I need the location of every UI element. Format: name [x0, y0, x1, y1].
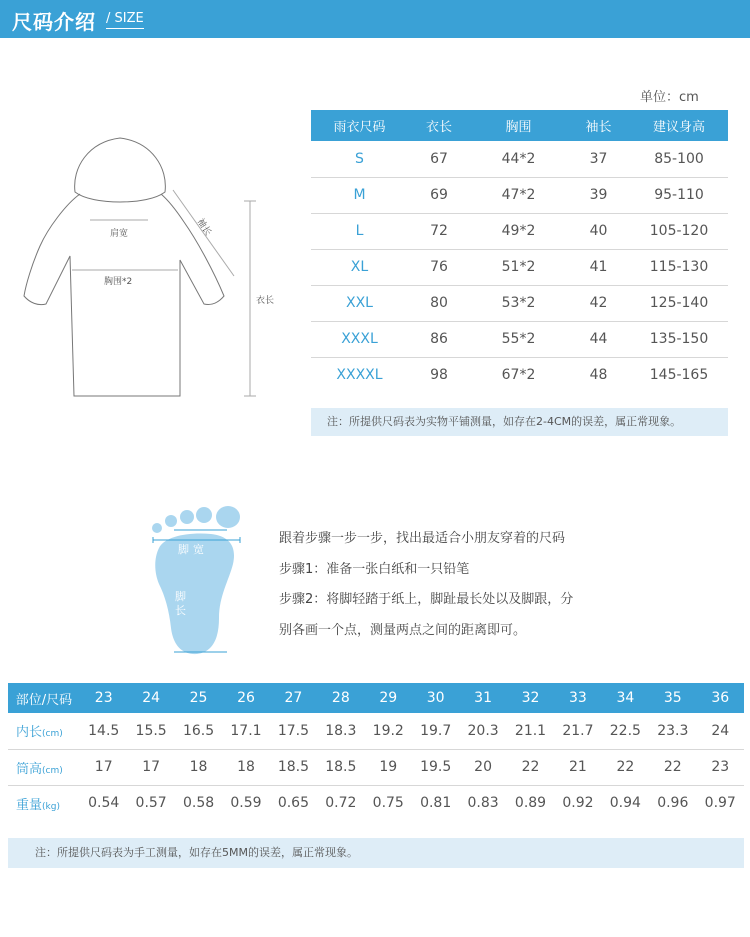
table-cell: 0.92 — [562, 795, 594, 812]
table-cell: XL — [311, 249, 408, 285]
table-cell: 37 — [567, 141, 630, 177]
table-cell: 18.5 — [270, 749, 317, 785]
size-header: 26 — [222, 683, 269, 713]
table-row — [8, 785, 744, 821]
table-cell: 0.94 — [609, 795, 641, 812]
table-cell: 0.97 — [704, 795, 736, 812]
size-header: 29 — [365, 683, 412, 713]
table-cell: 76 — [408, 249, 470, 285]
column-header: 衣长 — [408, 110, 470, 141]
table-cell: 17.1 — [222, 713, 269, 749]
unit-label: 单位：cm — [640, 90, 699, 105]
table-cell: 0.89 — [514, 795, 547, 812]
table-cell: 18 — [222, 749, 269, 785]
table-cell: 16.5 — [175, 713, 222, 749]
table-cell: 39 — [567, 177, 630, 213]
size-header: 35 — [649, 683, 696, 713]
table-cell: 21.7 — [554, 713, 601, 749]
size-header: 23 — [80, 683, 127, 713]
section-title: 尺码介绍 — [12, 10, 96, 34]
table-cell: 0.75 — [372, 795, 404, 812]
size-header: 27 — [270, 683, 317, 713]
table-cell: 19.5 — [412, 749, 459, 785]
table-header-row — [8, 683, 744, 713]
size-header: 34 — [602, 683, 649, 713]
table-cell: 19 — [365, 749, 412, 785]
table-header-row — [311, 110, 728, 141]
table-cell: 95-110 — [630, 177, 728, 213]
table-cell: 24 — [696, 713, 744, 749]
table-cell: 135-150 — [630, 321, 728, 357]
table-cell: 53*2 — [470, 285, 567, 321]
table-cell: 22.5 — [602, 713, 649, 749]
table-cell: 42 — [567, 285, 630, 321]
table-cell: 0.96 — [657, 795, 689, 812]
table-cell: 72 — [408, 213, 470, 249]
step-text: 步骤2：将脚轻踏于纸上，脚趾最长处以及脚跟，分 — [279, 592, 574, 607]
table-cell: 20 — [459, 749, 506, 785]
size-header: 30 — [412, 683, 459, 713]
table-row — [8, 713, 744, 749]
foot-diagram — [145, 500, 255, 660]
table-cell: 18.3 — [317, 713, 364, 749]
column-header: 部位/尺码 — [8, 683, 80, 713]
row-label — [8, 713, 80, 749]
table-cell: 51*2 — [470, 249, 567, 285]
table-cell: 0.83 — [467, 795, 499, 812]
row-unit: (cm) — [42, 765, 63, 776]
table-cell: XXXL — [311, 321, 408, 357]
table-cell: 0.57 — [135, 795, 167, 812]
table-cell: 17.5 — [270, 713, 317, 749]
table-cell: 18.5 — [317, 749, 364, 785]
table-cell: 19.2 — [365, 713, 412, 749]
column-header: 建议身高 — [630, 110, 728, 141]
section-subtitle: / SIZE — [106, 11, 144, 26]
foot-width-label: 脚宽 — [178, 543, 208, 556]
table-cell: 41 — [567, 249, 630, 285]
table-row — [311, 213, 728, 249]
table-cell: 98 — [430, 367, 448, 384]
table-cell: 47*2 — [470, 177, 567, 213]
size-header: 24 — [127, 683, 174, 713]
table-cell: 67 — [408, 141, 470, 177]
measure-steps — [279, 524, 609, 646]
table-cell: 48 — [589, 367, 608, 384]
table-cell: XXXXL — [336, 367, 383, 384]
size-header: 28 — [317, 683, 364, 713]
table-cell: 21 — [554, 749, 601, 785]
table-cell: 0.58 — [182, 795, 215, 812]
table-cell: M — [311, 177, 408, 213]
table-cell: 22 — [602, 749, 649, 785]
table-cell: 85-100 — [630, 141, 728, 177]
table-row — [311, 357, 728, 393]
foot-icon — [145, 500, 255, 660]
size-header: 31 — [459, 683, 506, 713]
table-row — [311, 177, 728, 213]
step-text: 别各画一个点，测量两点之间的距离即可。 — [279, 622, 527, 638]
table-row — [311, 321, 728, 357]
table-cell: 20.3 — [459, 713, 506, 749]
table-cell: 21.1 — [507, 713, 554, 749]
table-row — [311, 249, 728, 285]
table-cell: 105-120 — [630, 213, 728, 249]
table-row — [311, 141, 728, 177]
table-cell: 23.3 — [649, 713, 696, 749]
table-cell: 22 — [649, 749, 696, 785]
table-cell: 15.5 — [127, 713, 174, 749]
shoulder-label: 肩宽 — [110, 229, 129, 239]
row-label — [8, 749, 80, 785]
size-header: 36 — [696, 683, 744, 713]
table-cell: 14.5 — [80, 713, 127, 749]
table-cell: 0.65 — [277, 795, 309, 812]
table-cell: 18 — [175, 749, 222, 785]
table-cell: 49*2 — [470, 213, 567, 249]
table-cell: 17 — [127, 749, 174, 785]
table-cell: 55*2 — [470, 321, 567, 357]
row-label-text: 筒高 — [16, 761, 43, 777]
size-header: 33 — [554, 683, 601, 713]
raincoat-note: 注：所提供尺码表为实物平铺测量，如存在2-4CM的误差，属正常现象。 — [311, 408, 728, 436]
row-label-text: 重量 — [16, 797, 43, 813]
chest-label: 胸围*2 — [104, 277, 133, 287]
table-cell: 80 — [408, 285, 470, 321]
foot-length-label: 脚长 — [175, 590, 186, 617]
shoe-size-table — [8, 683, 744, 821]
size-header: 32 — [507, 683, 554, 713]
table-cell: 69 — [408, 177, 470, 213]
table-cell: 86 — [408, 321, 470, 357]
table-row — [311, 285, 728, 321]
table-cell: 23 — [696, 749, 744, 785]
raincoat-size-table — [311, 110, 728, 393]
row-unit: (kg) — [42, 801, 60, 812]
row-label — [8, 785, 80, 821]
table-cell: XXL — [311, 285, 408, 321]
table-cell: 44 — [567, 321, 630, 357]
table-cell: 115-130 — [630, 249, 728, 285]
size-header: 25 — [175, 683, 222, 713]
table-cell: 44*2 — [470, 141, 567, 177]
table-cell: 0.54 — [88, 795, 120, 812]
table-cell: 67*2 — [501, 367, 536, 384]
raincoat-outline-icon — [18, 128, 288, 408]
column-header: 袖长 — [567, 110, 630, 141]
table-cell: 40 — [567, 213, 630, 249]
table-cell: L — [311, 213, 408, 249]
table-cell: 145-165 — [649, 367, 709, 384]
table-cell: 125-140 — [630, 285, 728, 321]
step-text: 步骤1：准备一张白纸和一只铅笔 — [279, 561, 470, 577]
column-header: 雨衣尺码 — [311, 110, 408, 141]
raincoat-diagram — [18, 128, 288, 408]
table-cell: 19.7 — [412, 713, 459, 749]
table-row — [8, 749, 744, 785]
table-cell: 22 — [507, 749, 554, 785]
section-header — [0, 0, 750, 38]
table-cell: 0.81 — [420, 795, 452, 812]
step-text: 跟着步骤一步一步，找出最适合小朋友穿着的尺码 — [279, 531, 566, 546]
column-header: 胸围 — [470, 110, 567, 141]
shoe-note: 注：所提供尺码表为手工测量，如存在5MM的误差，属正常现象。 — [8, 838, 744, 868]
table-cell: 0.59 — [230, 795, 262, 812]
table-cell: 17 — [80, 749, 127, 785]
length-label: 衣长 — [256, 296, 275, 306]
row-unit: (cm) — [42, 729, 63, 740]
sleeve-label: 袖长 — [194, 217, 213, 238]
table-cell: 0.72 — [325, 795, 357, 812]
row-label-text: 内长 — [16, 725, 43, 741]
table-cell: S — [311, 141, 408, 177]
